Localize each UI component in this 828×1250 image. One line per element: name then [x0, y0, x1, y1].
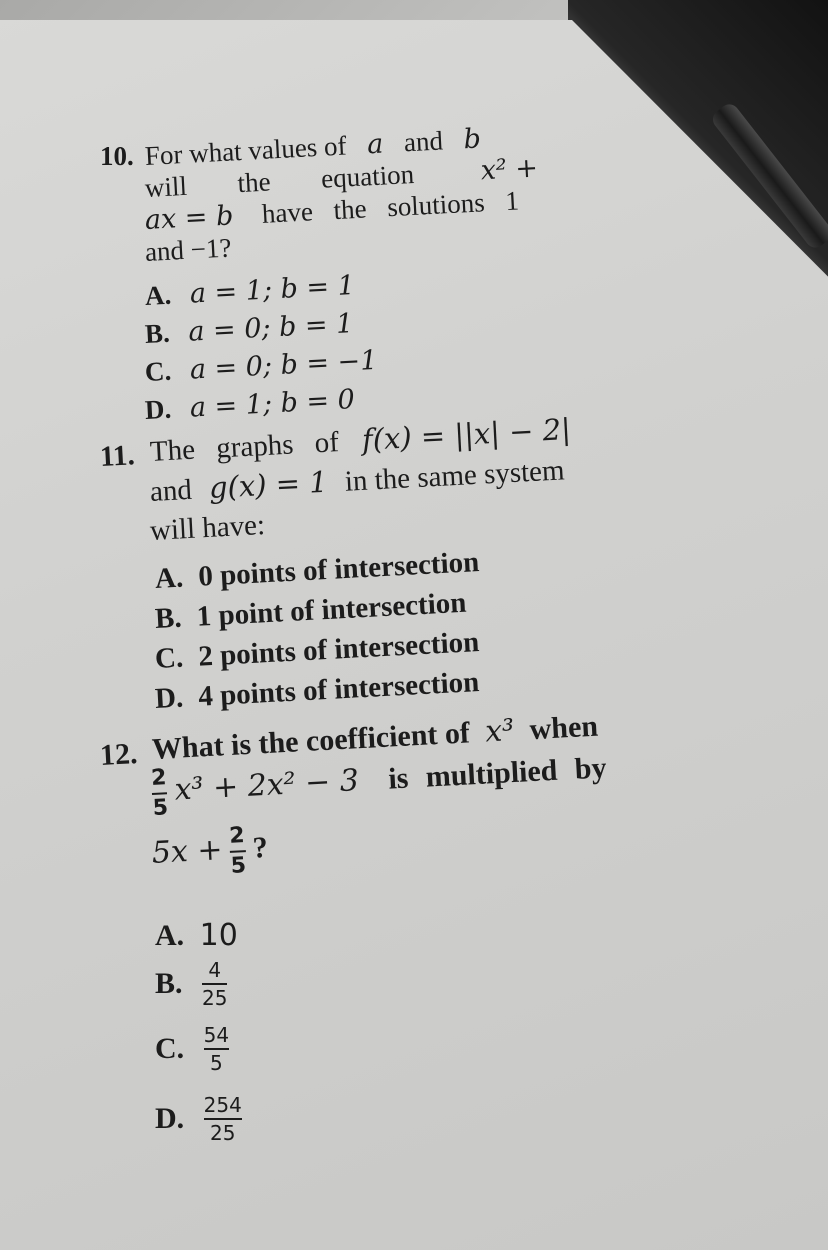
question-text: will have:: [149, 508, 266, 547]
question-text: and −1?: [144, 232, 233, 267]
question-text: and g(x) = 1 in the same system: [149, 454, 566, 508]
fraction: $\frac{4}{25}$: [202, 958, 228, 1010]
question-text: What is the coefficient of x³ when: [151, 709, 599, 766]
option-c: C. $\frac{54}{5}$: [155, 1023, 230, 1075]
option-c: C. a = 0; b = −1: [144, 344, 379, 387]
question-text: 5x + $\frac{2}{5}$ ?: [150, 823, 269, 879]
option-b: B. 1 point of intersection: [154, 586, 468, 635]
option-d: D. 4 points of intersection: [154, 666, 480, 715]
question-text: ax = b have the solutions 1: [144, 185, 520, 236]
question-number: 11.: [99, 439, 136, 473]
option-a: A. 10: [155, 918, 238, 953]
option-b: B. a = 0; b = 1: [144, 308, 355, 349]
option-a: A. 0 points of intersection: [154, 546, 480, 595]
option-c: C. 2 points of intersection: [154, 626, 480, 675]
question-number: 10.: [100, 141, 134, 171]
fraction: $\frac{54}{5}$: [203, 1023, 230, 1075]
option-d: D. a = 1; b = 0: [144, 384, 356, 425]
question-number: 12.: [99, 737, 139, 772]
question-text: will the equation x² +: [144, 152, 539, 203]
fraction: $\frac{2}{5}$: [150, 765, 169, 821]
option-b: B. $\frac{4}{25}$: [155, 958, 228, 1010]
question-text: For what values of a and b: [144, 123, 482, 171]
fraction: $\frac{254}{25}$: [203, 1093, 242, 1145]
option-a: A. a = 1; b = 1: [144, 270, 356, 311]
question-text: $\frac{2}{5}$ x³ + 2x² − 3 is multiplied by: [150, 751, 608, 821]
option-d: D. $\frac{254}{25}$: [155, 1093, 242, 1145]
question-text: The graphs of f(x) = ||x| − 2|: [149, 411, 572, 468]
fraction: $\frac{2}{5}$: [228, 823, 247, 879]
